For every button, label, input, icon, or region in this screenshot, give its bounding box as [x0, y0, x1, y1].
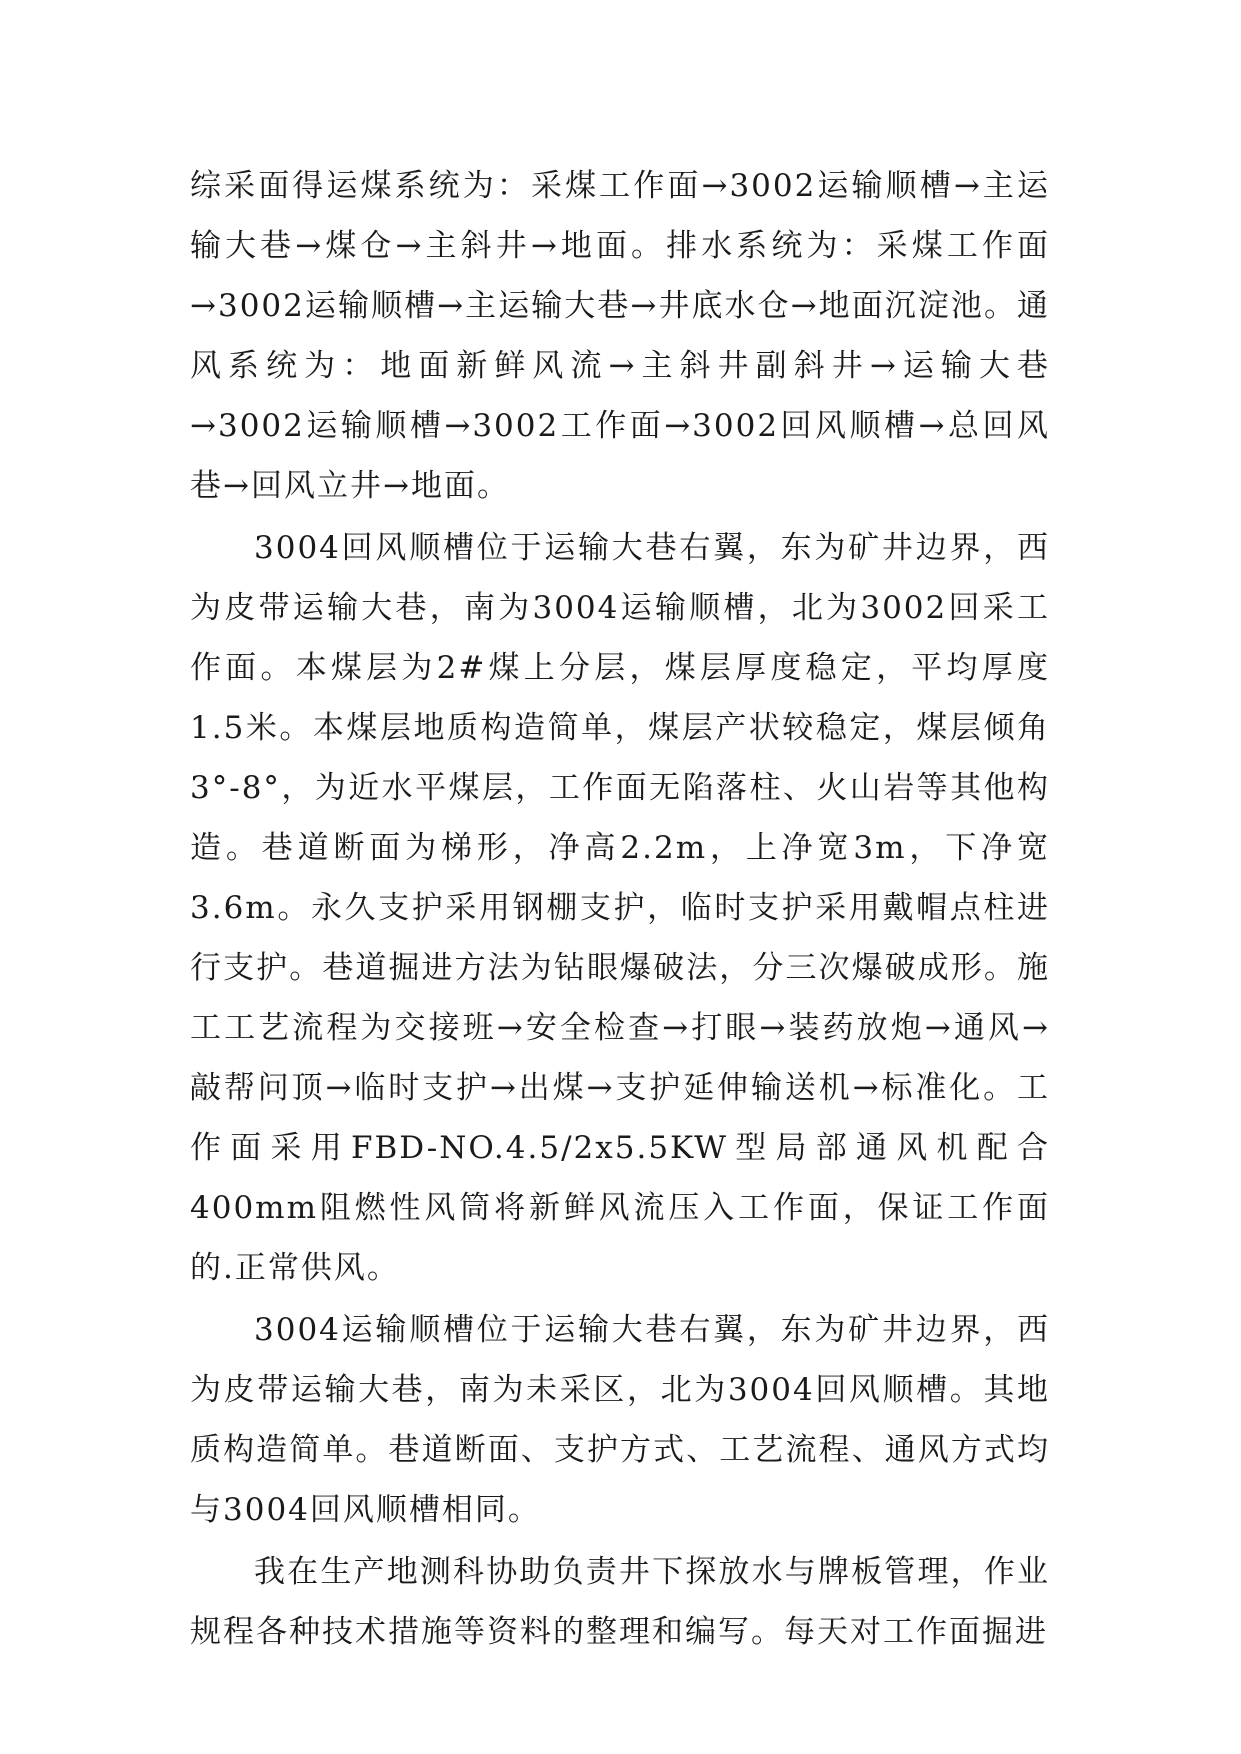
paragraph-mining-systems: 综采面得运煤系统为：采煤工作面→3002运输顺槽→主运输大巷→煤仓→主斜井→地面。排水系统为：采煤工作面→3002运输顺槽→主运输大巷→井底水仓→地面沉淀池。通风系统为：地面新鲜风流→主斜井副斜井→运输大巷→3002运输顺槽→3002工作面→3002回风顺槽→总回风巷→回风立井→地面。 [190, 168, 1050, 504]
paragraph-personal-duties: 我在生产地测科协助负责井下探放水与牌板管理，作业规程各种技术措施等资料的整理和编写。每天对工作面掘进 [190, 1554, 1050, 1650]
paragraph-3004-return-airway: 3004回风顺槽位于运输大巷右翼，东为矿井边界，西为皮带运输大巷，南为3004运输顺槽，北为3002回采工作面。本煤层为2#煤上分层，煤层厚度稳定，平均厚度1.5米。本煤层地质构造简单，煤层产状较稳定，煤层倾角3°-8°，为近水平煤层，工作面无陷落柱、火山岩等其他构造。巷道断面为梯形，净高2.2m，上净宽3m，下净宽3.6m。永久支护采用钢棚支护，临时支护采用戴帽点柱进行支护。巷道掘进方法为钻眼爆破法，分三次爆破成形。施工工艺流程为交接班→安全检查→打眼→装药放炮→通风→敲帮问顶→临时支护→出煤→支护延伸输送机→标准化。工作面采用FBD-NO.4.5/2x5.5KW型局部通风机配合400mm阻燃性风筒将新鲜风流压入工作面，保证工作面的.正常供风。 [190, 530, 1050, 1286]
paragraph-3004-transport-airway: 3004运输顺槽位于运输大巷右翼，东为矿井边界，西为皮带运输大巷，南为未采区，北为3004回风顺槽。其地质构造简单。巷道断面、支护方式、工艺流程、通风方式均与3004回风顺槽相同。 [190, 1312, 1050, 1528]
document-body [190, 156, 1050, 1662]
